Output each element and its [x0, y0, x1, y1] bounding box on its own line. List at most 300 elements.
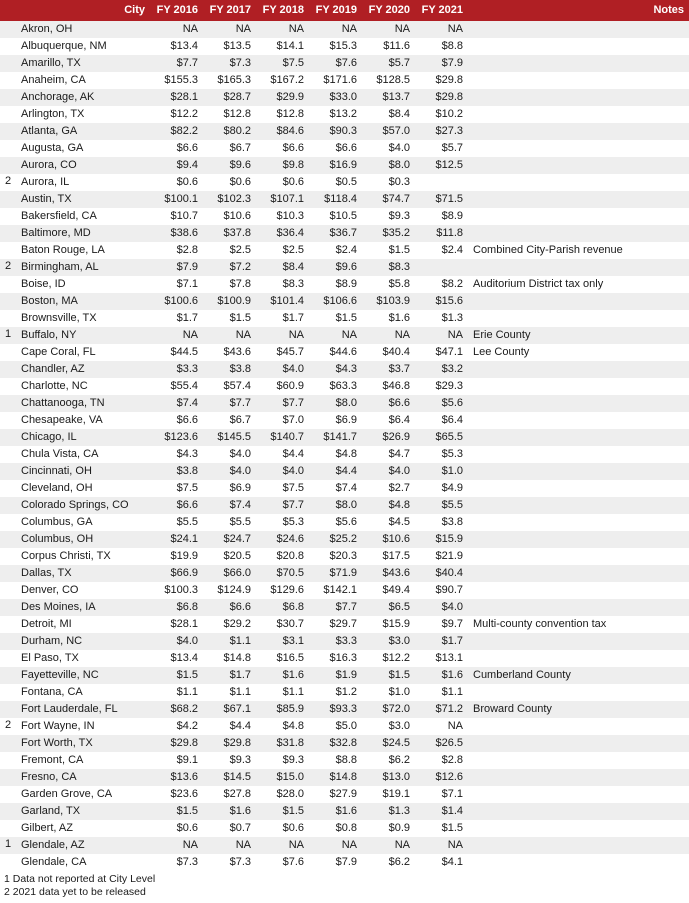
table-row	[0, 735, 689, 752]
cell-value-fy2016: $3.3	[150, 361, 203, 378]
cell-notes	[468, 752, 689, 769]
cell-value-fy2018: NA	[256, 327, 309, 344]
cell-city: Chandler, AZ	[16, 361, 150, 378]
cell-value-fy2021: $1.5	[415, 820, 468, 837]
cell-value-fy2018: $1.6	[256, 667, 309, 684]
cell-notes	[468, 718, 689, 735]
cell-value-fy2017: $29.8	[203, 735, 256, 752]
cell-value-fy2019: $36.7	[309, 225, 362, 242]
cell-value-fy2021: $1.0	[415, 463, 468, 480]
cell-value-fy2020: $9.3	[362, 208, 415, 225]
cell-value-fy2017: $165.3	[203, 72, 256, 89]
cell-value-fy2017: $10.6	[203, 208, 256, 225]
cell-city: Baton Rouge, LA	[16, 242, 150, 259]
cell-value-fy2020: $8.3	[362, 259, 415, 276]
row-footnote-marker	[0, 786, 16, 803]
cell-value-fy2018: $4.0	[256, 361, 309, 378]
cell-value-fy2016: $100.1	[150, 191, 203, 208]
cell-value-fy2021: $13.1	[415, 650, 468, 667]
cell-city: Detroit, MI	[16, 616, 150, 633]
cell-city: Chesapeake, VA	[16, 412, 150, 429]
cell-value-fy2021: NA	[415, 21, 468, 38]
cell-value-fy2016: $55.4	[150, 378, 203, 395]
cell-city: Anchorage, AK	[16, 89, 150, 106]
cell-city: Boise, ID	[16, 276, 150, 293]
row-footnote-marker	[0, 514, 16, 531]
cell-notes	[468, 463, 689, 480]
cell-value-fy2019: $1.5	[309, 310, 362, 327]
cell-value-fy2016: $28.1	[150, 89, 203, 106]
cell-city: Garland, TX	[16, 803, 150, 820]
cell-value-fy2021: $1.4	[415, 803, 468, 820]
cell-value-fy2016: $23.6	[150, 786, 203, 803]
cell-value-fy2021: $1.7	[415, 633, 468, 650]
table-row	[0, 497, 689, 514]
cell-value-fy2020: $6.6	[362, 395, 415, 412]
cell-value-fy2016: $0.6	[150, 174, 203, 191]
table-row	[0, 140, 689, 157]
cell-value-fy2016: NA	[150, 837, 203, 854]
table-row	[0, 38, 689, 55]
cell-value-fy2021: $15.6	[415, 293, 468, 310]
cell-value-fy2018: $1.1	[256, 684, 309, 701]
table-row	[0, 701, 689, 718]
cell-city: Fort Wayne, IN	[16, 718, 150, 735]
cell-value-fy2020: $6.2	[362, 854, 415, 871]
column-header-notes: Notes	[468, 0, 689, 21]
header-row	[0, 0, 689, 21]
cell-value-fy2016: $66.9	[150, 565, 203, 582]
cell-value-fy2020: $0.9	[362, 820, 415, 837]
cell-value-fy2019: $8.0	[309, 395, 362, 412]
row-footnote-marker: 1	[0, 837, 16, 854]
row-footnote-marker: 2	[0, 718, 16, 735]
cell-value-fy2017: $1.1	[203, 684, 256, 701]
cell-value-fy2018: NA	[256, 837, 309, 854]
row-footnote-marker	[0, 531, 16, 548]
cell-value-fy2019: $25.2	[309, 531, 362, 548]
cell-value-fy2019: $93.3	[309, 701, 362, 718]
cell-value-fy2016: $4.3	[150, 446, 203, 463]
footnote-1: 1 Data not reported at City Level	[4, 873, 156, 885]
cell-value-fy2020: $11.6	[362, 38, 415, 55]
table-row	[0, 616, 689, 633]
row-footnote-marker	[0, 225, 16, 242]
table-row	[0, 395, 689, 412]
cell-value-fy2020: $26.9	[362, 429, 415, 446]
cell-value-fy2018: $16.5	[256, 650, 309, 667]
cell-value-fy2018: $0.6	[256, 174, 309, 191]
cell-value-fy2018: $4.0	[256, 463, 309, 480]
cell-value-fy2016: $6.8	[150, 599, 203, 616]
cell-value-fy2016: $24.1	[150, 531, 203, 548]
cell-value-fy2017: $14.8	[203, 650, 256, 667]
table-row	[0, 446, 689, 463]
cell-notes	[468, 582, 689, 599]
cell-city: Anaheim, CA	[16, 72, 150, 89]
table-body	[0, 21, 689, 871]
cell-city: Dallas, TX	[16, 565, 150, 582]
cell-notes	[468, 72, 689, 89]
cell-notes	[468, 361, 689, 378]
cell-value-fy2018: $70.5	[256, 565, 309, 582]
cell-value-fy2019: $1.9	[309, 667, 362, 684]
cell-value-fy2017: $3.8	[203, 361, 256, 378]
cell-value-fy2016: $29.8	[150, 735, 203, 752]
cell-value-fy2017: $7.2	[203, 259, 256, 276]
cell-notes: Lee County	[468, 344, 689, 361]
cell-city: Gilbert, AZ	[16, 820, 150, 837]
row-footnote-marker	[0, 463, 16, 480]
cell-notes	[468, 565, 689, 582]
cell-value-fy2021: $8.2	[415, 276, 468, 293]
cell-value-fy2021: NA	[415, 327, 468, 344]
cell-value-fy2019: $0.8	[309, 820, 362, 837]
row-footnote-marker	[0, 429, 16, 446]
cell-value-fy2019: $2.4	[309, 242, 362, 259]
cell-city: Fresno, CA	[16, 769, 150, 786]
row-footnote-marker	[0, 72, 16, 89]
row-footnote-marker	[0, 361, 16, 378]
cell-value-fy2016: $9.1	[150, 752, 203, 769]
cell-value-fy2019: $4.8	[309, 446, 362, 463]
cell-city: Des Moines, IA	[16, 599, 150, 616]
cell-city: Glendale, AZ	[16, 837, 150, 854]
cell-value-fy2020: $15.9	[362, 616, 415, 633]
cell-notes	[468, 820, 689, 837]
cell-value-fy2019: $5.0	[309, 718, 362, 735]
cell-value-fy2017: $2.5	[203, 242, 256, 259]
cell-notes	[468, 837, 689, 854]
cell-value-fy2019: $29.7	[309, 616, 362, 633]
cell-city: Fontana, CA	[16, 684, 150, 701]
row-footnote-marker	[0, 752, 16, 769]
table-row	[0, 293, 689, 310]
cell-value-fy2016: $38.6	[150, 225, 203, 242]
row-footnote-marker	[0, 769, 16, 786]
cell-value-fy2019: $106.6	[309, 293, 362, 310]
cell-value-fy2020: $128.5	[362, 72, 415, 89]
cell-value-fy2016: $82.2	[150, 123, 203, 140]
cell-notes	[468, 310, 689, 327]
cell-value-fy2018: $15.0	[256, 769, 309, 786]
cell-value-fy2021: $90.7	[415, 582, 468, 599]
cell-value-fy2020: $103.9	[362, 293, 415, 310]
table-row	[0, 786, 689, 803]
cell-value-fy2018: $7.7	[256, 395, 309, 412]
table-row	[0, 803, 689, 820]
cell-value-fy2019: $32.8	[309, 735, 362, 752]
cell-value-fy2020: $13.7	[362, 89, 415, 106]
cell-value-fy2021: $2.4	[415, 242, 468, 259]
cell-value-fy2017: $7.7	[203, 395, 256, 412]
cell-value-fy2018: $9.3	[256, 752, 309, 769]
table-row	[0, 480, 689, 497]
cell-value-fy2018: $4.8	[256, 718, 309, 735]
cell-notes: Auditorium District tax only	[468, 276, 689, 293]
cell-value-fy2021: $29.8	[415, 72, 468, 89]
cell-value-fy2021: $2.8	[415, 752, 468, 769]
cell-value-fy2019: $15.3	[309, 38, 362, 55]
cell-value-fy2021: $3.2	[415, 361, 468, 378]
cell-value-fy2020: $24.5	[362, 735, 415, 752]
cell-value-fy2017: $0.7	[203, 820, 256, 837]
cell-value-fy2020: $4.8	[362, 497, 415, 514]
row-footnote-marker	[0, 633, 16, 650]
cell-value-fy2017: $6.7	[203, 412, 256, 429]
cell-value-fy2017: $13.5	[203, 38, 256, 55]
cell-value-fy2020: NA	[362, 21, 415, 38]
cell-value-fy2019: $6.6	[309, 140, 362, 157]
cell-city: Amarillo, TX	[16, 55, 150, 72]
row-footnote-marker	[0, 548, 16, 565]
row-footnote-marker	[0, 701, 16, 718]
cell-value-fy2018: $60.9	[256, 378, 309, 395]
cell-city: El Paso, TX	[16, 650, 150, 667]
table-row	[0, 21, 689, 38]
cell-value-fy2017: $145.5	[203, 429, 256, 446]
cell-city: Boston, MA	[16, 293, 150, 310]
cell-value-fy2017: $7.8	[203, 276, 256, 293]
table-row	[0, 191, 689, 208]
cell-value-fy2018: $10.3	[256, 208, 309, 225]
cell-value-fy2019: $7.4	[309, 480, 362, 497]
table-row	[0, 276, 689, 293]
cell-value-fy2020: $8.0	[362, 157, 415, 174]
table-row	[0, 769, 689, 786]
cell-notes	[468, 38, 689, 55]
cell-value-fy2021: $7.1	[415, 786, 468, 803]
row-footnote-marker	[0, 55, 16, 72]
cell-value-fy2018: $4.4	[256, 446, 309, 463]
cell-value-fy2017: NA	[203, 837, 256, 854]
cell-value-fy2018: $85.9	[256, 701, 309, 718]
cell-notes	[468, 480, 689, 497]
cell-city: Cincinnati, OH	[16, 463, 150, 480]
cell-value-fy2020: $46.8	[362, 378, 415, 395]
cell-value-fy2020: NA	[362, 837, 415, 854]
cell-city: Glendale, CA	[16, 854, 150, 871]
cell-value-fy2019: $14.8	[309, 769, 362, 786]
cell-value-fy2020: $1.5	[362, 242, 415, 259]
row-footnote-marker	[0, 89, 16, 106]
cell-value-fy2017: $124.9	[203, 582, 256, 599]
cell-value-fy2019: NA	[309, 327, 362, 344]
cell-value-fy2021: $15.9	[415, 531, 468, 548]
cell-value-fy2017: $80.2	[203, 123, 256, 140]
cell-city: Aurora, CO	[16, 157, 150, 174]
cell-value-fy2020: $4.0	[362, 463, 415, 480]
cell-value-fy2017: $6.7	[203, 140, 256, 157]
cell-notes	[468, 429, 689, 446]
cell-value-fy2020: $49.4	[362, 582, 415, 599]
cell-city: Charlotte, NC	[16, 378, 150, 395]
cell-value-fy2018: $101.4	[256, 293, 309, 310]
cell-value-fy2017: $29.2	[203, 616, 256, 633]
cell-value-fy2017: $12.8	[203, 106, 256, 123]
cell-value-fy2016: NA	[150, 21, 203, 38]
cell-value-fy2021: $29.3	[415, 378, 468, 395]
cell-value-fy2020: $2.7	[362, 480, 415, 497]
cell-value-fy2017: $67.1	[203, 701, 256, 718]
cell-value-fy2021: $3.8	[415, 514, 468, 531]
cell-city: Columbus, GA	[16, 514, 150, 531]
cell-value-fy2018: $6.6	[256, 140, 309, 157]
column-header-fy2017: FY 2017	[203, 0, 256, 21]
footnote-2: 2 2021 data yet to be released	[4, 886, 146, 898]
cell-value-fy2021: $10.2	[415, 106, 468, 123]
cell-value-fy2021: $40.4	[415, 565, 468, 582]
cell-value-fy2016: $100.6	[150, 293, 203, 310]
cell-value-fy2020: $40.4	[362, 344, 415, 361]
cell-value-fy2019: $7.6	[309, 55, 362, 72]
column-header-fy2019: FY 2019	[309, 0, 362, 21]
cell-city: Birmingham, AL	[16, 259, 150, 276]
cell-notes	[468, 123, 689, 140]
cell-value-fy2016: $19.9	[150, 548, 203, 565]
cell-value-fy2019: $27.9	[309, 786, 362, 803]
cell-value-fy2017: $66.0	[203, 565, 256, 582]
cell-city: Bakersfield, CA	[16, 208, 150, 225]
row-footnote-marker	[0, 38, 16, 55]
cell-value-fy2016: $13.4	[150, 38, 203, 55]
cell-value-fy2019: $16.9	[309, 157, 362, 174]
row-footnote-marker	[0, 412, 16, 429]
cell-notes	[468, 548, 689, 565]
cell-value-fy2016: $6.6	[150, 140, 203, 157]
cell-value-fy2021: $4.0	[415, 599, 468, 616]
cell-value-fy2016: $28.1	[150, 616, 203, 633]
row-footnote-marker	[0, 820, 16, 837]
row-footnote-marker	[0, 684, 16, 701]
cell-notes	[468, 55, 689, 72]
cell-value-fy2021: $7.9	[415, 55, 468, 72]
cell-value-fy2016: $1.5	[150, 667, 203, 684]
cell-notes	[468, 599, 689, 616]
cell-notes	[468, 854, 689, 871]
cell-value-fy2018: $31.8	[256, 735, 309, 752]
cell-value-fy2020: $6.2	[362, 752, 415, 769]
cell-value-fy2019: $1.6	[309, 803, 362, 820]
cell-value-fy2019: $142.1	[309, 582, 362, 599]
table-row	[0, 361, 689, 378]
cell-value-fy2018: $7.6	[256, 854, 309, 871]
table-row	[0, 514, 689, 531]
cell-value-fy2021: $29.8	[415, 89, 468, 106]
row-footnote-marker	[0, 123, 16, 140]
cell-value-fy2018: NA	[256, 21, 309, 38]
cell-value-fy2016: $1.1	[150, 684, 203, 701]
cell-value-fy2016: $13.4	[150, 650, 203, 667]
cell-value-fy2020: $19.1	[362, 786, 415, 803]
cell-value-fy2019: $9.6	[309, 259, 362, 276]
cell-value-fy2019: $44.6	[309, 344, 362, 361]
cell-value-fy2019: $13.2	[309, 106, 362, 123]
cell-notes	[468, 514, 689, 531]
row-footnote-marker	[0, 242, 16, 259]
table-row	[0, 242, 689, 259]
cell-value-fy2018: $7.7	[256, 497, 309, 514]
cell-city: Durham, NC	[16, 633, 150, 650]
cell-value-fy2021	[415, 174, 468, 191]
cell-value-fy2019: $8.8	[309, 752, 362, 769]
cell-value-fy2017: $5.5	[203, 514, 256, 531]
cell-value-fy2017: $24.7	[203, 531, 256, 548]
cell-value-fy2018: $9.8	[256, 157, 309, 174]
table-row	[0, 310, 689, 327]
cell-notes	[468, 786, 689, 803]
row-footnote-marker: 2	[0, 174, 16, 191]
cell-notes	[468, 497, 689, 514]
row-footnote-marker	[0, 803, 16, 820]
cell-value-fy2016: $7.3	[150, 854, 203, 871]
cell-value-fy2021: $21.9	[415, 548, 468, 565]
cell-notes	[468, 21, 689, 38]
cell-city: Austin, TX	[16, 191, 150, 208]
cell-city: Columbus, OH	[16, 531, 150, 548]
cell-city: Augusta, GA	[16, 140, 150, 157]
table-row	[0, 123, 689, 140]
cell-value-fy2017: $57.4	[203, 378, 256, 395]
cell-value-fy2017: $43.6	[203, 344, 256, 361]
cell-city: Atlanta, GA	[16, 123, 150, 140]
cell-value-fy2016: $2.8	[150, 242, 203, 259]
cell-value-fy2018: $7.5	[256, 480, 309, 497]
cell-value-fy2021: $12.6	[415, 769, 468, 786]
row-footnote-marker	[0, 599, 16, 616]
row-footnote-marker	[0, 208, 16, 225]
cell-city: Baltimore, MD	[16, 225, 150, 242]
row-footnote-marker	[0, 191, 16, 208]
cell-value-fy2020: $1.5	[362, 667, 415, 684]
cell-value-fy2016: $7.7	[150, 55, 203, 72]
cell-value-fy2016: $123.6	[150, 429, 203, 446]
cell-value-fy2019: $20.3	[309, 548, 362, 565]
cell-value-fy2019: $4.3	[309, 361, 362, 378]
cell-value-fy2021: $8.8	[415, 38, 468, 55]
cell-value-fy2021: $4.1	[415, 854, 468, 871]
cell-notes	[468, 769, 689, 786]
cell-value-fy2021: $1.1	[415, 684, 468, 701]
cell-value-fy2020: $10.6	[362, 531, 415, 548]
cell-value-fy2020: $4.5	[362, 514, 415, 531]
cell-value-fy2017: $6.9	[203, 480, 256, 497]
table-row	[0, 633, 689, 650]
row-footnote-marker: 2	[0, 259, 16, 276]
cell-value-fy2021	[415, 259, 468, 276]
cell-value-fy2019: $33.0	[309, 89, 362, 106]
cell-value-fy2020: $35.2	[362, 225, 415, 242]
row-footnote-marker	[0, 276, 16, 293]
cell-value-fy2018: $6.8	[256, 599, 309, 616]
cell-value-fy2021: $71.2	[415, 701, 468, 718]
table-row	[0, 412, 689, 429]
table-row	[0, 820, 689, 837]
cell-value-fy2017: $6.6	[203, 599, 256, 616]
cell-city: Fayetteville, NC	[16, 667, 150, 684]
cell-notes: Erie County	[468, 327, 689, 344]
table-row	[0, 378, 689, 395]
cell-value-fy2018: $24.6	[256, 531, 309, 548]
table-row	[0, 225, 689, 242]
cell-value-fy2016: $7.5	[150, 480, 203, 497]
cell-value-fy2019: $8.0	[309, 497, 362, 514]
cell-value-fy2016: $7.4	[150, 395, 203, 412]
row-footnote-marker	[0, 650, 16, 667]
table-header	[0, 0, 689, 21]
cell-value-fy2016: $4.2	[150, 718, 203, 735]
cell-value-fy2020: $3.0	[362, 718, 415, 735]
